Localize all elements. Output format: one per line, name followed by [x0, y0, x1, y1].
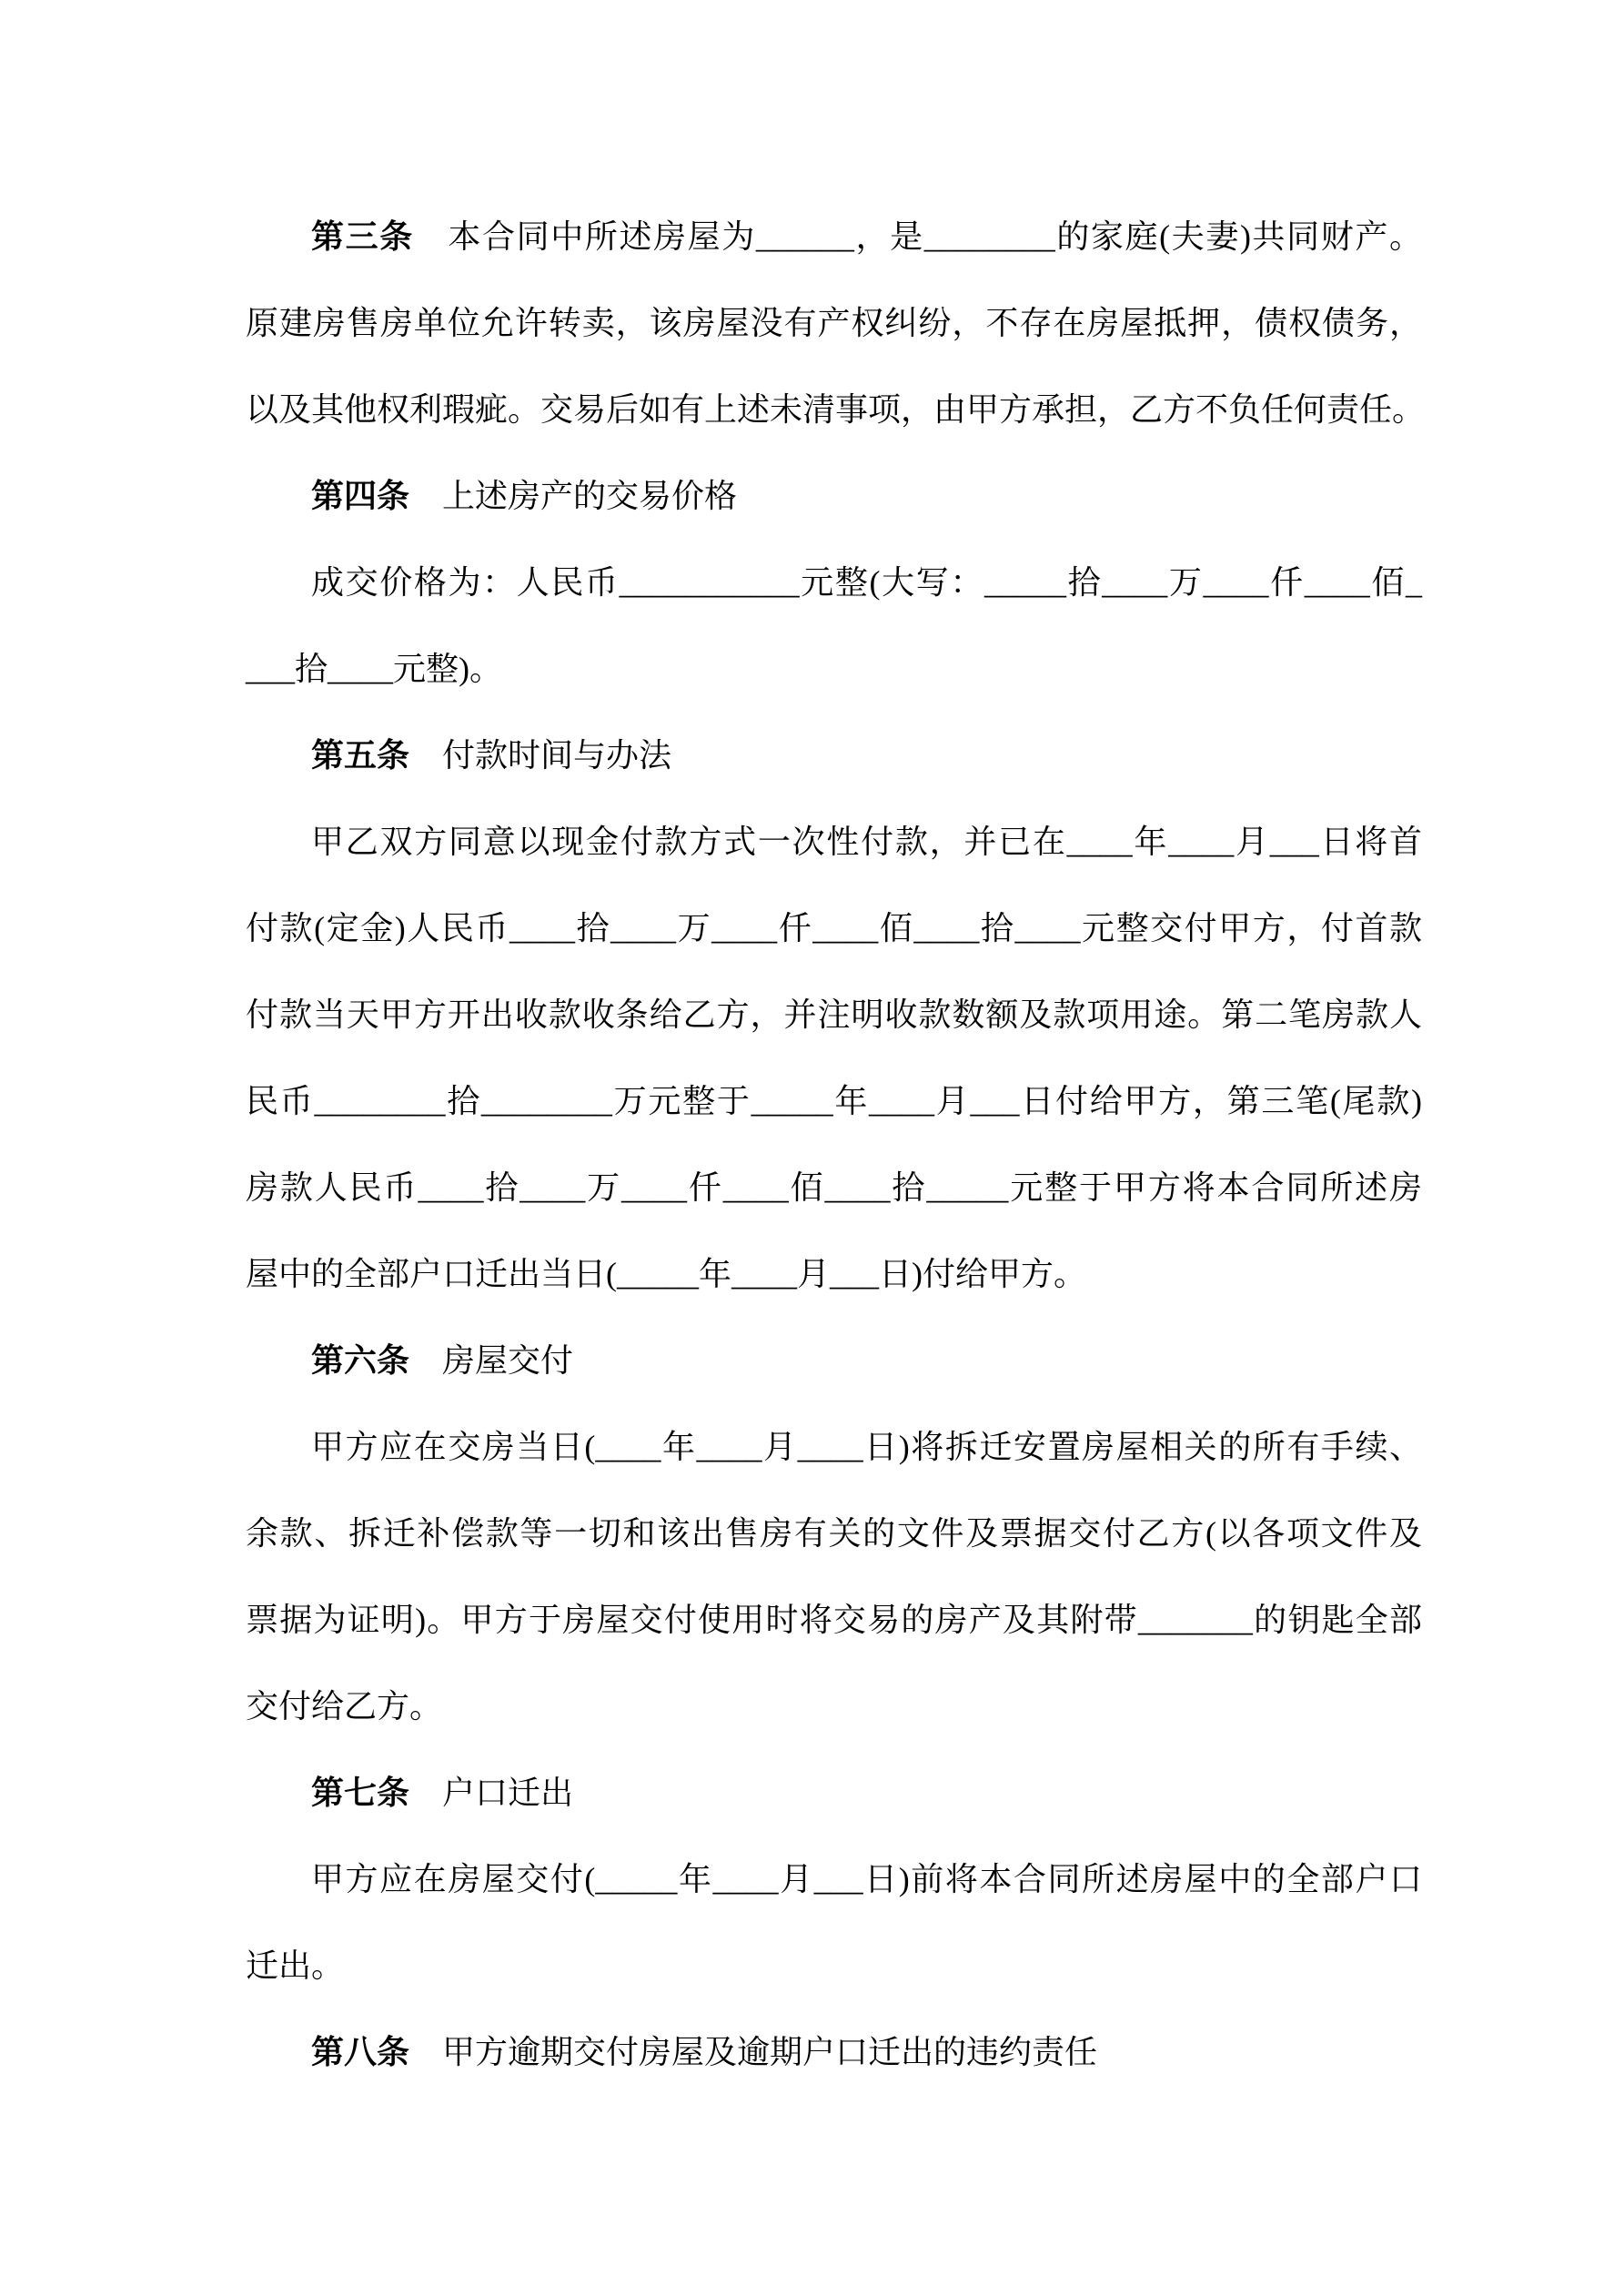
- clause-heading-line: [246, 2009, 1422, 2096]
- clause-number: 第五条: [311, 737, 410, 774]
- clause-heading-line: [246, 1750, 1422, 1836]
- contract-line: [246, 1923, 1422, 2009]
- contract-line: [246, 1058, 1422, 1145]
- contract-line: [246, 1836, 1422, 1923]
- clause-heading-line: [246, 713, 1422, 799]
- contract-line: [246, 972, 1422, 1058]
- contract-line: [246, 626, 1422, 713]
- clause-number: 第四条: [311, 478, 410, 514]
- clause-number: 第六条: [311, 1342, 410, 1379]
- line-text: 付款当天甲方开出收款收条给乙方，并注明收款数额及款项用途。第二笔房款人: [246, 996, 1422, 1033]
- contract-line: [246, 885, 1422, 972]
- contract-line: [246, 1145, 1422, 1231]
- contract-line: [246, 280, 1422, 367]
- line-text: 民币________拾________万元整于_____年____月___日付给甲方，第三笔(尾款): [246, 1083, 1422, 1119]
- contract-line: [246, 799, 1422, 885]
- clause-heading-line: [246, 194, 1422, 280]
- line-text: 房屋交付: [409, 1342, 574, 1379]
- line-text: 甲方逾期交付房屋及逾期户口迁出的违约责任: [409, 2034, 1098, 2070]
- contract-line: [246, 1404, 1422, 1491]
- line-text: 甲方应在交房当日(____年____月____日)将拆迁安置房屋相关的所有手续、: [311, 1429, 1422, 1465]
- line-text: 迁出。: [246, 1947, 345, 1984]
- line-text: 甲方应在房屋交付(_____年____月___日)前将本合同所述房屋中的全部户口: [311, 1861, 1422, 1897]
- line-text: 房款人民币____拾____万____仟____佰____拾_____元整于甲方将本合同所述房: [246, 1169, 1422, 1206]
- line-text: 甲乙双方同意以现金付款方式一次性付款，并已在____年____月___日将首: [311, 824, 1422, 860]
- line-text: 户口迁出: [409, 1775, 574, 1811]
- clause-heading-line: [246, 1318, 1422, 1404]
- clause-number: 第三条: [311, 218, 414, 255]
- line-text: 上述房产的交易价格: [409, 478, 738, 514]
- contract-line: [246, 540, 1422, 626]
- contract-line: [246, 1491, 1422, 1577]
- line-text: 票据为证明)。甲方于房屋交付使用时将交易的房产及其附带_______的钥匙全部: [246, 1602, 1422, 1638]
- contract-line: [246, 367, 1426, 453]
- line-text: 原建房售房单位允许转卖，该房屋没有产权纠纷，不存在房屋抵押，债权债务，: [246, 305, 1422, 341]
- clause-number: 第七条: [311, 1775, 410, 1811]
- clause-heading-line: [246, 453, 1422, 540]
- line-text: 屋中的全部户口迁出当日(_____年____月___日)付给甲方。: [246, 1256, 1086, 1292]
- line-text: 付款(定金)人民币____拾____万____仟____佰____拾____元整交付甲方，付首款: [246, 910, 1422, 946]
- contract-line: [246, 1577, 1422, 1664]
- line-text: 交付给乙方。: [246, 1688, 443, 1725]
- line-text: 付款时间与办法: [409, 737, 672, 774]
- line-text: 以及其他权利瑕疵。交易后如有上述未清事项，由甲方承担，乙方不负任何责任。: [246, 391, 1426, 428]
- clause-number: 第八条: [311, 2034, 410, 2070]
- contract-line: [246, 1231, 1422, 1318]
- line-text: 余款、拆迁补偿款等一切和该出售房有关的文件及票据交付乙方(以各项文件及: [246, 1515, 1422, 1552]
- line-text: 成交价格为：人民币___________元整(大写：_____拾____万____仟____佰_: [311, 564, 1422, 601]
- line-text: 本合同中所述房屋为______，是________的家庭(夫妻)共同财产。: [413, 218, 1422, 255]
- contract-line: [246, 1664, 1422, 1750]
- line-text: ___拾____元整)。: [246, 651, 502, 687]
